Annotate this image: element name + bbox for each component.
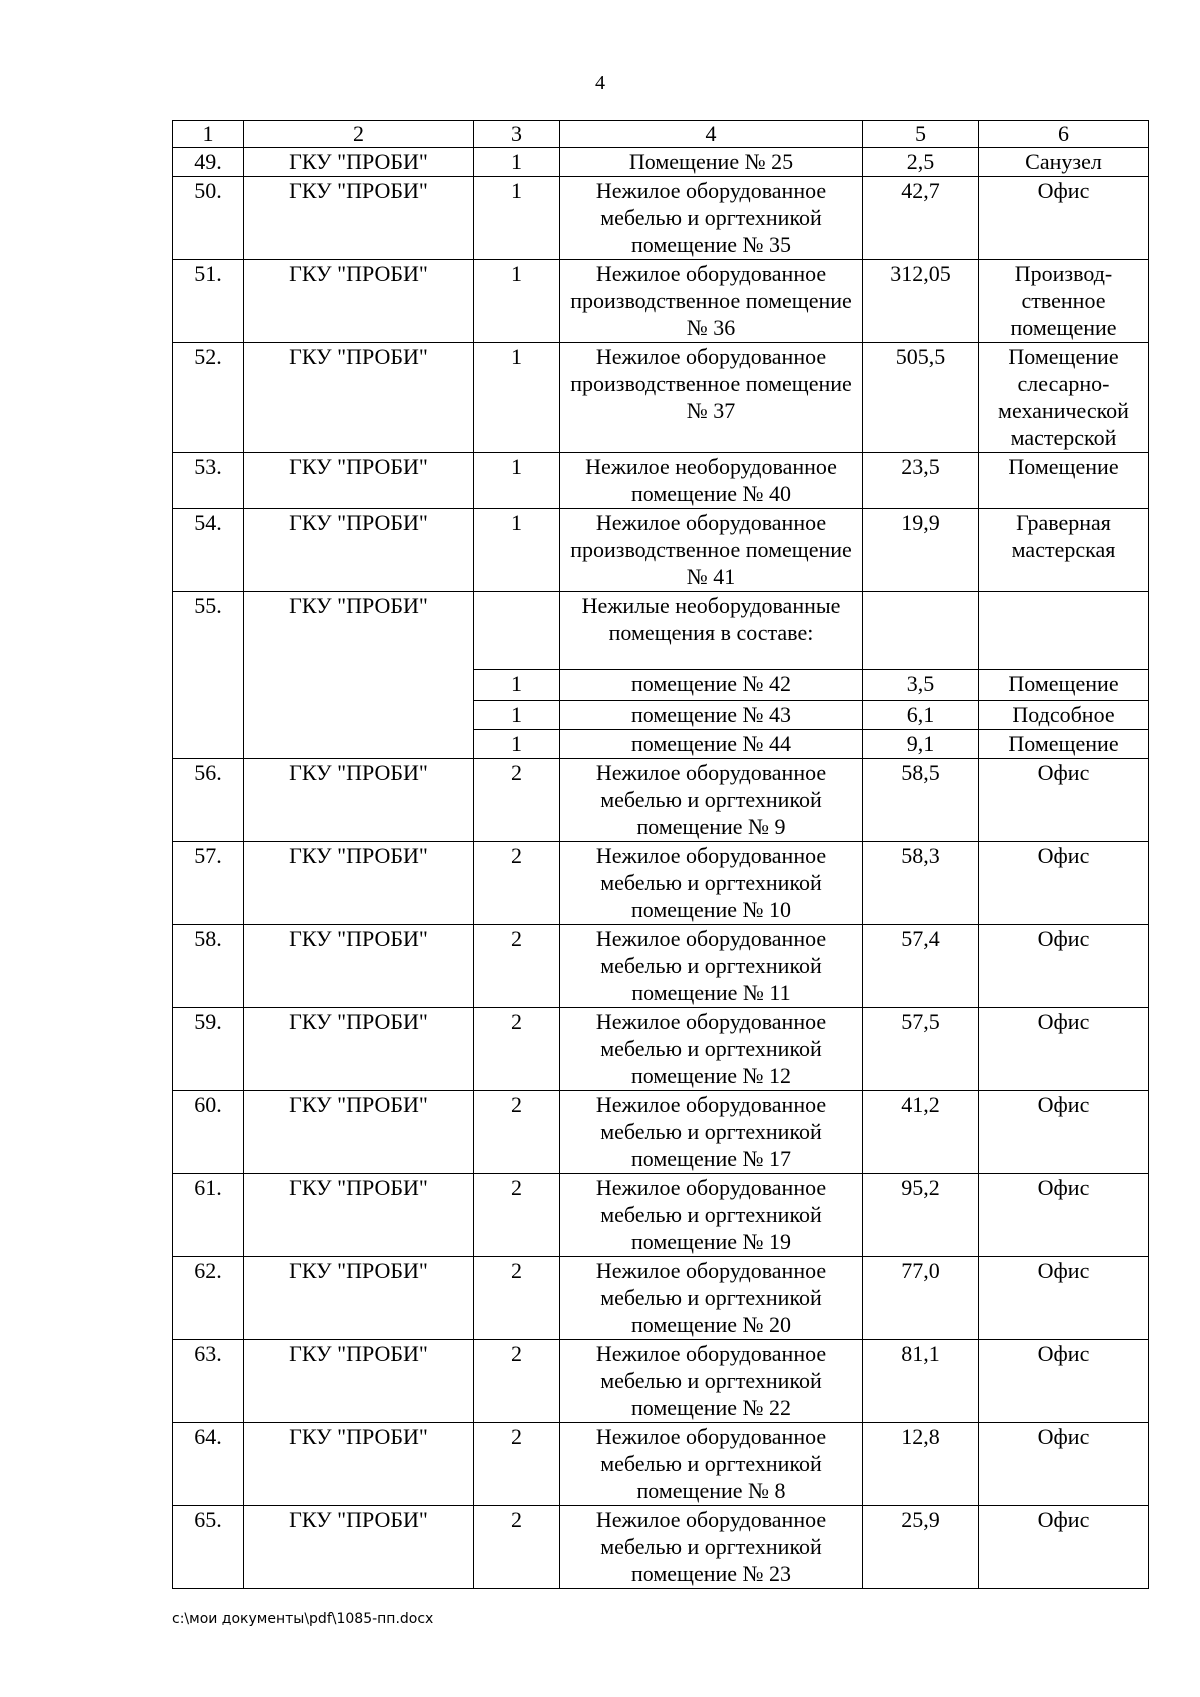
- purpose-cell: Помещение: [979, 453, 1149, 509]
- description-cell: Нежилое оборудованное мебелью и оргтехникой помещение № 23: [560, 1506, 863, 1589]
- table-row: [173, 148, 1149, 177]
- description-cell: помещение № 44: [560, 730, 863, 759]
- organization-cell: ГКУ "ПРОБИ": [244, 1257, 474, 1340]
- table-row: [173, 1506, 1149, 1589]
- purpose-cell: Офис: [979, 925, 1149, 1008]
- floor-cell: 1: [474, 453, 560, 509]
- table-row: [173, 177, 1149, 260]
- page-number: 4: [595, 72, 605, 94]
- row-number-cell: 62.: [173, 1257, 244, 1340]
- floor-cell: 2: [474, 1091, 560, 1174]
- description-cell: Помещение № 25: [560, 148, 863, 177]
- premises-table: [172, 120, 1149, 1589]
- organization-cell: ГКУ "ПРОБИ": [244, 1423, 474, 1506]
- organization-cell: ГКУ "ПРОБИ": [244, 453, 474, 509]
- table-row: [173, 1008, 1149, 1091]
- table-row: [173, 509, 1149, 592]
- purpose-cell: Офис: [979, 1423, 1149, 1506]
- row-number-cell: 51.: [173, 260, 244, 343]
- description-cell: Нежилое оборудованное мебелью и оргтехникой помещение № 19: [560, 1174, 863, 1257]
- row-number-cell: 57.: [173, 842, 244, 925]
- area-cell: 58,5: [863, 759, 979, 842]
- purpose-cell: Офис: [979, 1257, 1149, 1340]
- organization-cell: ГКУ "ПРОБИ": [244, 148, 474, 177]
- area-cell: 3,5: [863, 670, 979, 701]
- table-row: [173, 260, 1149, 343]
- description-cell: Нежилое оборудованное мебелью и оргтехникой помещение № 22: [560, 1340, 863, 1423]
- floor-cell: 1: [474, 177, 560, 260]
- purpose-cell: Помещение: [979, 730, 1149, 759]
- row-number-cell: 64.: [173, 1423, 244, 1506]
- area-cell: 23,5: [863, 453, 979, 509]
- floor-cell: 1: [474, 343, 560, 453]
- table-row: [173, 1257, 1149, 1340]
- table-row: [173, 1174, 1149, 1257]
- description-cell: Нежилое оборудованное мебелью и оргтехникой помещение № 12: [560, 1008, 863, 1091]
- row-number-cell: 60.: [173, 1091, 244, 1174]
- row-number-cell: 59.: [173, 1008, 244, 1091]
- floor-cell: 1: [474, 148, 560, 177]
- organization-cell: ГКУ "ПРОБИ": [244, 177, 474, 260]
- description-cell: Нежилое необорудованное помещение № 40: [560, 453, 863, 509]
- purpose-cell: Помещение слесарно-механической мастерской: [979, 343, 1149, 453]
- description-cell: Нежилое оборудованное мебелью и оргтехникой помещение № 9: [560, 759, 863, 842]
- area-cell: 41,2: [863, 1091, 979, 1174]
- organization-cell: ГКУ "ПРОБИ": [244, 925, 474, 1008]
- organization-cell: ГКУ "ПРОБИ": [244, 260, 474, 343]
- row-number-cell: 55.: [173, 592, 244, 759]
- row-number-cell: 49.: [173, 148, 244, 177]
- premises-table-body: [173, 121, 1149, 1589]
- area-cell: 12,8: [863, 1423, 979, 1506]
- floor-cell: [474, 592, 560, 670]
- floor-cell: 1: [474, 701, 560, 730]
- description-cell: Нежилое оборудованное мебелью и оргтехникой помещение № 8: [560, 1423, 863, 1506]
- area-cell: 312,05: [863, 260, 979, 343]
- floor-cell: 1: [474, 509, 560, 592]
- header-cell: 2: [244, 121, 474, 148]
- area-cell: 81,1: [863, 1340, 979, 1423]
- row-number-cell: 65.: [173, 1506, 244, 1589]
- purpose-cell: Офис: [979, 1174, 1149, 1257]
- area-cell: 19,9: [863, 509, 979, 592]
- organization-cell: ГКУ "ПРОБИ": [244, 592, 474, 759]
- purpose-cell: [979, 592, 1149, 670]
- area-cell: 2,5: [863, 148, 979, 177]
- organization-cell: ГКУ "ПРОБИ": [244, 1506, 474, 1589]
- floor-cell: 2: [474, 759, 560, 842]
- floor-cell: 2: [474, 1506, 560, 1589]
- row-number-cell: 56.: [173, 759, 244, 842]
- row-number-cell: 61.: [173, 1174, 244, 1257]
- header-cell: 4: [560, 121, 863, 148]
- row-number-cell: 52.: [173, 343, 244, 453]
- table-row: [173, 759, 1149, 842]
- purpose-cell: Офис: [979, 759, 1149, 842]
- area-cell: 95,2: [863, 1174, 979, 1257]
- purpose-cell: Офис: [979, 1091, 1149, 1174]
- table-row: [173, 1340, 1149, 1423]
- description-cell: Нежилое оборудованное производственное помещение № 36: [560, 260, 863, 343]
- table-row: [173, 842, 1149, 925]
- purpose-cell: Подсобное: [979, 701, 1149, 730]
- row-number-cell: 58.: [173, 925, 244, 1008]
- purpose-cell: Граверная мастерская: [979, 509, 1149, 592]
- area-cell: 42,7: [863, 177, 979, 260]
- description-cell: Нежилое оборудованное производственное помещение № 37: [560, 343, 863, 453]
- purpose-cell: Помещение: [979, 670, 1149, 701]
- description-cell: Нежилое оборудованное производственное помещение № 41: [560, 509, 863, 592]
- area-cell: 6,1: [863, 701, 979, 730]
- row-number-cell: 50.: [173, 177, 244, 260]
- header-cell: 3: [474, 121, 560, 148]
- description-cell: Нежилое оборудованное мебелью и оргтехникой помещение № 11: [560, 925, 863, 1008]
- file-path-footer: c:\мои документы\pdf\1085-пп.docx: [172, 1611, 434, 1627]
- purpose-cell: Офис: [979, 1008, 1149, 1091]
- purpose-cell: Производ-ственное помещение: [979, 260, 1149, 343]
- row-number-cell: 54.: [173, 509, 244, 592]
- organization-cell: ГКУ "ПРОБИ": [244, 759, 474, 842]
- description-cell: Нежилые необорудованные помещения в составе:: [560, 592, 863, 670]
- organization-cell: ГКУ "ПРОБИ": [244, 343, 474, 453]
- organization-cell: ГКУ "ПРОБИ": [244, 842, 474, 925]
- header-cell: 6: [979, 121, 1149, 148]
- area-cell: 9,1: [863, 730, 979, 759]
- purpose-cell: Офис: [979, 842, 1149, 925]
- floor-cell: 2: [474, 842, 560, 925]
- floor-cell: 1: [474, 670, 560, 701]
- table-header-row: [173, 121, 1149, 148]
- floor-cell: 1: [474, 730, 560, 759]
- description-cell: Нежилое оборудованное мебелью и оргтехникой помещение № 10: [560, 842, 863, 925]
- area-cell: [863, 592, 979, 670]
- organization-cell: ГКУ "ПРОБИ": [244, 1174, 474, 1257]
- organization-cell: ГКУ "ПРОБИ": [244, 509, 474, 592]
- header-cell: 1: [173, 121, 244, 148]
- purpose-cell: Санузел: [979, 148, 1149, 177]
- floor-cell: 2: [474, 1174, 560, 1257]
- table-row: [173, 1423, 1149, 1506]
- row-number-cell: 63.: [173, 1340, 244, 1423]
- area-cell: 58,3: [863, 842, 979, 925]
- area-cell: 505,5: [863, 343, 979, 453]
- area-cell: 77,0: [863, 1257, 979, 1340]
- organization-cell: ГКУ "ПРОБИ": [244, 1340, 474, 1423]
- floor-cell: 2: [474, 1340, 560, 1423]
- area-cell: 25,9: [863, 1506, 979, 1589]
- purpose-cell: Офис: [979, 177, 1149, 260]
- table-row: [173, 1091, 1149, 1174]
- organization-cell: ГКУ "ПРОБИ": [244, 1008, 474, 1091]
- description-cell: Нежилое оборудованное мебелью и оргтехникой помещение № 17: [560, 1091, 863, 1174]
- row-number-cell: 53.: [173, 453, 244, 509]
- organization-cell: ГКУ "ПРОБИ": [244, 1091, 474, 1174]
- purpose-cell: Офис: [979, 1506, 1149, 1589]
- area-cell: 57,4: [863, 925, 979, 1008]
- description-cell: Нежилое оборудованное мебелью и оргтехникой помещение № 20: [560, 1257, 863, 1340]
- table-row: [173, 453, 1149, 509]
- table-row: [173, 592, 1149, 670]
- floor-cell: 1: [474, 260, 560, 343]
- table-row: [173, 343, 1149, 453]
- description-cell: Нежилое оборудованное мебелью и оргтехникой помещение № 35: [560, 177, 863, 260]
- table-row: [173, 925, 1149, 1008]
- floor-cell: 2: [474, 925, 560, 1008]
- header-cell: 5: [863, 121, 979, 148]
- area-cell: 57,5: [863, 1008, 979, 1091]
- floor-cell: 2: [474, 1008, 560, 1091]
- floor-cell: 2: [474, 1257, 560, 1340]
- description-cell: помещение № 43: [560, 701, 863, 730]
- floor-cell: 2: [474, 1423, 560, 1506]
- purpose-cell: Офис: [979, 1340, 1149, 1423]
- description-cell: помещение № 42: [560, 670, 863, 701]
